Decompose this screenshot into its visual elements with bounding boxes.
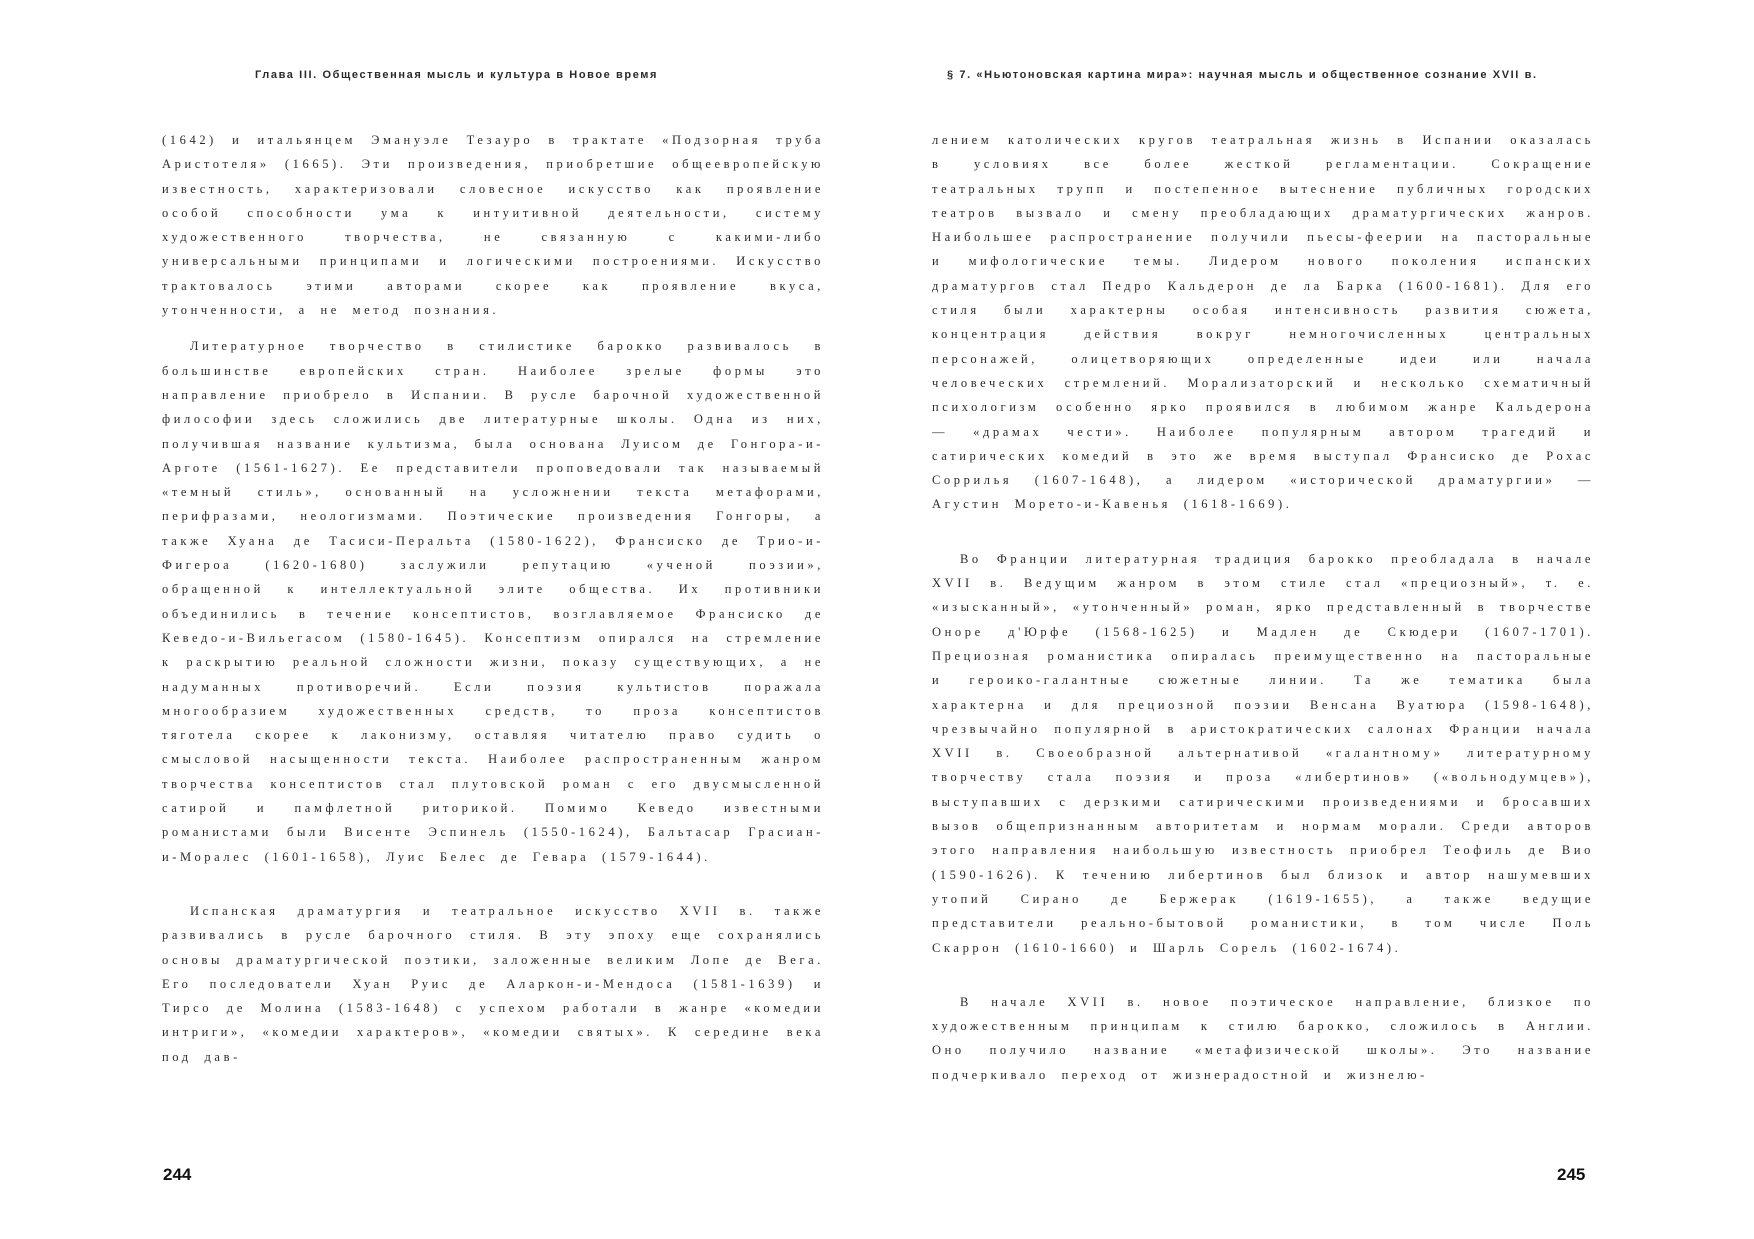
page-number: 244 xyxy=(163,1165,192,1184)
running-head: Глава III. Общественная мысль и культура в Новое время xyxy=(255,69,659,81)
paragraph: Во Франции литературная традиция барокко преобладала в начале XVII в. Ведущим жанром в этом стиле стал «прециозный», т. е. «изысканный», «утонченный» роман, ярко представленный в творчестве Оноре д'Юрфе (1568-1625) и Мадлен де Скюдери (1607-1701). Прециозная романистика опиралась преимущественно на пасторальные и героико-галантные сюжетные линии. Та же тематика была характерна и для прециозной поэзии Венсана Вуатюра (1598-1648), чрезвычайно популярной в аристократических салонах Франции начала XVII в. Своеобразной альтернативой «галантному» литературному творчеству стала поэзия и проза «либертинов» («вольнодумцев»), выступавших с дерзкими сатирическими произведениями и бросавших вызов общепризнанным авторитетам и нормам морали. Среди авторов этого направления наибольшую известность приобрел Теофиль де Вио (1590-1626). К течению либертинов был близок и автор нашумевших утопий Сирано де Бержерак (1619-1655), а также ведущие представители реально-бытовой романистики, в том числе Поль Скаррон (1610-1660) и Шарль Сорель (1602-1674). xyxy=(932,551,1594,955)
paragraph: Испанская драматургия и театральное искусство XVII в. также развивались в русле барочного стиля. В эту эпоху еще сохранялись основы драматургической поэтики, заложенные великим Лопе де Вега. Его последователи Хуан Руис де Аларкон-и-Мендоса (1581-1639) и Тирсо де Молина (1583-1648) с успехом работали в жанре «комедии интриги», «комедии характеров», «комедии святых». К середине века под дав- xyxy=(162,903,824,1064)
paragraph: Литературное творчество в стилистике барокко развивалось в большинстве европейских стран. Наиболее зрелые формы это направление приобрело в Испании. В русле барочной художественной философии здесь сложились две литературные школы. Одна из них, получившая название культизма, была основана Луисом де Гонгора-и-Арготе (1561-1627). Ее представители проповедовали так называемый «темный стиль», основанный на усложнении текста метафорами, перифразами, неологизмами. Поэтические произведения Гонгоры, а также Хуана де Тасиси-Перальта (1580-1622), Франсиско де Трио-и-Фигероа (1620-1680) заслужили репутацию «ученой поэзии», обращенной к интеллектуальной элите общества. Их противники объединились в течение консептистов, возглавляемое Франсиско де Кеведо-и-Вильегасом (1580-1645). Консептизм опирался на стремление к раскрытию реальной сложности жизни, показу существующих, а не надуманных противоречий. Если поэзия культистов поражала многообразием художественных средств, то проза консептистов тяготела скорее к лаконизму, оставляя читателю право судить о смысловой насыщенности текста. Наиболее распространенным жанром творчества консептистов стал плутовской роман с его двусмысленной сатирой и памфлетной риторикой. Помимо Кеведо известными романистами были Висенте Эспинель (1550-1624), Бальтасар Грасиан-и-Моралес (1601-1658), Луис Белес де Гевара (1579-1644). xyxy=(162,339,824,864)
text-column xyxy=(162,128,824,1069)
paragraph: лением католических кругов театральная жизнь в Испании оказалась в условиях все более жесткой регламентации. Сокращение театральных трупп и постепенное вытеснение публичных городских театров вызвало и смену преобладающих драматургических жанров. Наибольшее распространение получили пьесы-феерии на пасторальные и мифологические темы. Лидером нового поколения испанских драматургов стал Педро Кальдерон де ла Барка (1600-1681). Для его стиля были характерны особая интенсивность развития сюжета, концентрация действия вокруг немногочисленных центральных персонажей, олицетворяющих определенные идеи или начала человеческих стремлений. Морализаторский и несколько схематичный психологизм особенно ярко проявился в любимом жанре Кальдерона — «драмах чести». Наиболее популярным автором трагедий и сатирических комедий в это же время выступал Франсиско де Рохас Соррилья (1607-1648), а лидером «исторической драматургии» — Агустин Морето-и-Кавенья (1618-1669). xyxy=(932,133,1594,512)
running-head: § 7. «Ньютоновская картина мира»: научная мысль и общественное сознание XVII в. xyxy=(947,69,1538,81)
paragraph: В начале XVII в. новое поэтическое направление, близкое по художественным принципам к стилю барокко, сложилось в Англии. Оно получило название «метафизической школы». Это название подчеркивало переход от жизнерадостной и жизнелю- xyxy=(932,994,1594,1082)
text-column xyxy=(932,128,1594,1087)
right-page xyxy=(877,0,1754,1239)
page-number: 245 xyxy=(1557,1165,1586,1184)
paragraph: (1642) и итальянцем Эмануэле Тезауро в трактате «Подзорная труба Аристотеля» (1665). Эти произведения, приобретшие общеевропейскую известность, характеризовали словесное искусство как проявление особой способности ума к интуитивной деятельности, систему художественного творчества, не связанную с какими-либо универсальными принципами и логическими построениями. Искусство трактовалось этими авторами скорее как проявление вкуса, утонченности, а не метод познания. xyxy=(162,133,824,318)
